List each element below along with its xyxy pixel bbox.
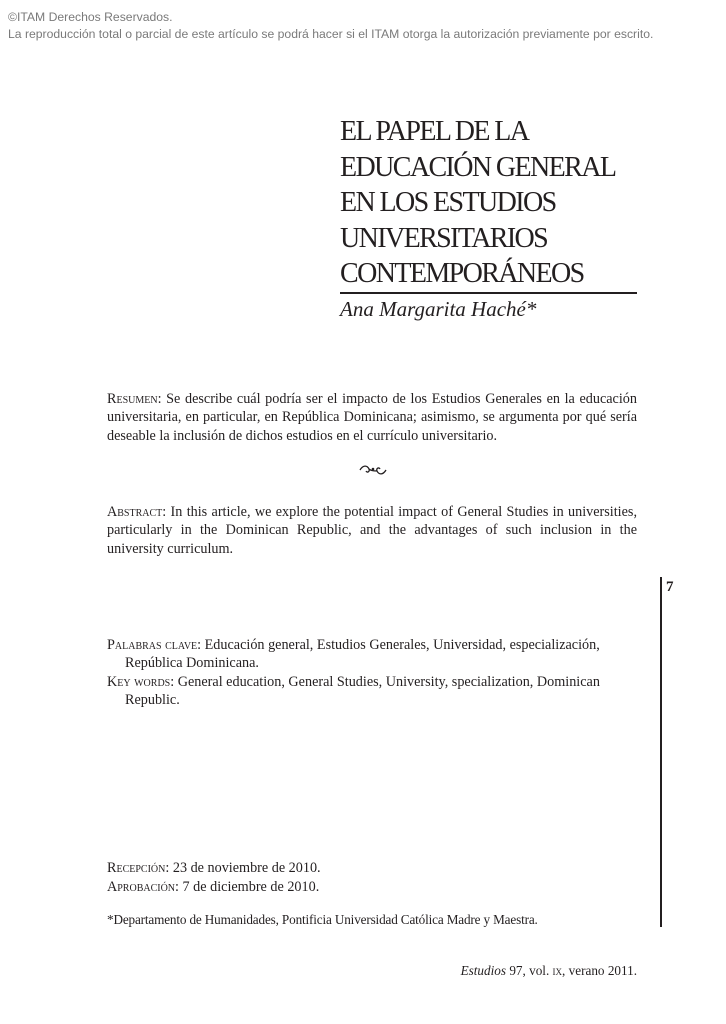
palabras-clave-text: : Educación general, Estudios Generales, Universidad, especialización, <box>197 637 600 653</box>
key-words-label: Key words <box>107 674 171 690</box>
aprobacion-date: : 7 de diciembre de 2010. <box>175 878 320 895</box>
resumen-paragraph <box>107 390 637 445</box>
copyright-notice <box>8 9 720 43</box>
palabras-clave-line <box>107 636 637 654</box>
resumen-text: : Se describe cuál podría ser el impacto de los Estudios Generales en la educación universitaria, en particular, en República Dominicana; asimismo, se argumenta por qué sería deseable la inclusión de dichos estudios en el currículo universitario. <box>107 391 637 444</box>
copyright-line-1: ©ITAM Derechos Reservados. <box>8 10 173 24</box>
palabras-clave-label: Palabras clave <box>107 637 198 653</box>
key-words-line <box>107 673 637 691</box>
key-words-text: : General education, General Studies, University, specialization, Dominican <box>170 674 600 690</box>
key-words <box>107 673 637 710</box>
page-margin-rule <box>660 577 662 927</box>
abstract-paragraph <box>107 503 637 558</box>
journal-season: , verano 2011. <box>562 963 637 978</box>
palabras-clave <box>107 636 637 673</box>
fleuron-ornament-icon <box>358 464 388 476</box>
key-words-continuation: Republic. <box>125 692 180 709</box>
title-line: CONTEMPORÁNEOS <box>340 258 584 289</box>
title-line: UNIVERSITARIOS <box>340 222 548 254</box>
title-divider <box>340 292 637 294</box>
journal-volume: ix <box>552 963 563 978</box>
author-affiliation-footnote: *Departamento de Humanidades, Pontificia Universidad Católica Madre y Maestra. <box>107 912 538 927</box>
abstract-text: : In this article, we explore the potential impact of General Studies in universities, particularly in the Dominican Republic, and the advantages of such inclusion in the university curriculum. <box>107 504 637 557</box>
aprobacion-label: Aprobación <box>107 878 176 895</box>
submission-dates <box>107 859 507 896</box>
author-name: Ana Margarita Haché* <box>340 297 537 321</box>
palabras-clave-continuation: República Dominicana. <box>125 655 259 672</box>
title-line: EDUCACIÓN GENERAL <box>340 151 616 183</box>
abstract-label: Abstract <box>107 504 163 520</box>
resumen-label: Resumen <box>107 391 158 407</box>
page-number: 7 <box>666 579 674 595</box>
recepcion-label: Recepción <box>107 860 166 876</box>
journal-name: Estudios <box>460 963 507 978</box>
title-line: EL PAPEL DE LA <box>340 116 529 147</box>
journal-citation <box>461 963 637 979</box>
article-title <box>340 114 640 292</box>
recepcion-line <box>107 859 507 878</box>
recepcion-date: : 23 de noviembre de 2010. <box>165 860 321 876</box>
copyright-line-2: La reproducción total o parcial de este artículo se podrá hacer si el ITAM otorga la autorización previamente por escrito. <box>8 27 654 41</box>
journal-number: 97, vol. <box>506 963 553 978</box>
title-line: EN LOS ESTUDIOS <box>340 187 556 218</box>
aprobacion-line <box>107 878 507 897</box>
